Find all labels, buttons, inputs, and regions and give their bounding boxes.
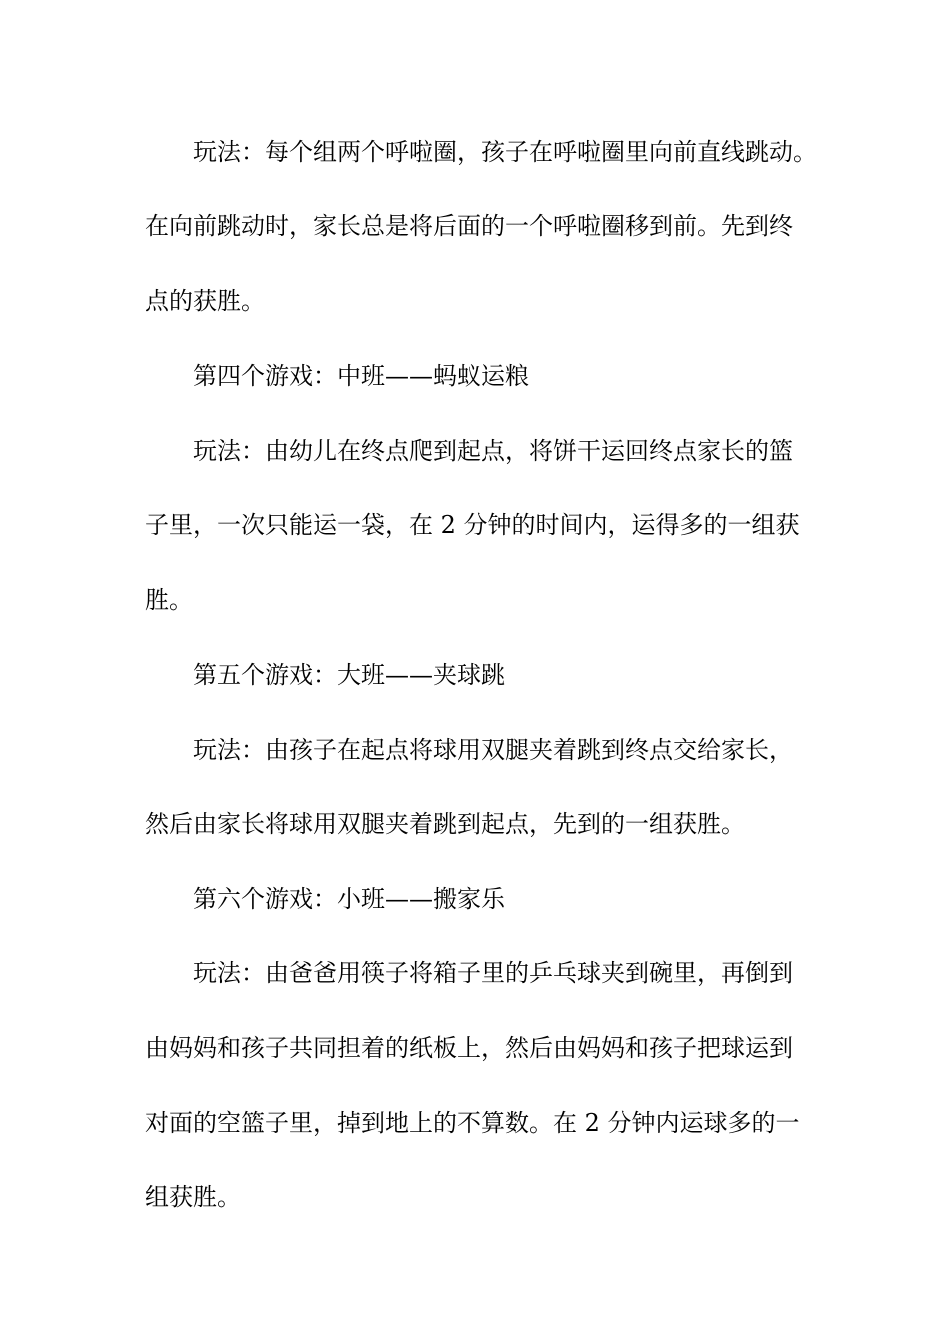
paragraph-line: 点的获胜。 bbox=[145, 287, 265, 315]
paragraph-line: 然后由家长将球用双腿夹着跳到起点，先到的一组获胜。 bbox=[145, 810, 745, 838]
section-heading: 第四个游戏：中班——蚂蚁运粮 bbox=[193, 362, 529, 390]
paragraph-line: 组获胜。 bbox=[145, 1183, 241, 1211]
paragraph-line: 玩法：由孩子在起点将球用双腿夹着跳到终点交给家长， bbox=[193, 736, 793, 764]
paragraph-line: 对面的空篮子里，掉到地上的不算数。在 2 分钟内运球多的一 bbox=[145, 1109, 800, 1137]
paragraph-line: 玩法：每个组两个呼啦圈，孩子在呼啦圈里向前直线跳动。 bbox=[193, 138, 817, 166]
paragraph-line: 玩法：由爸爸用筷子将箱子里的乒乓球夹到碗里，再倒到 bbox=[193, 959, 793, 987]
paragraph-line: 胜。 bbox=[145, 586, 193, 614]
paragraph-line: 子里，一次只能运一袋，在 2 分钟的时间内，运得多的一组获 bbox=[145, 511, 800, 539]
paragraph-line: 在向前跳动时，家长总是将后面的一个呼啦圈移到前。先到终 bbox=[145, 212, 793, 240]
section-heading: 第六个游戏：小班——搬家乐 bbox=[193, 885, 505, 913]
section-heading: 第五个游戏：大班——夹球跳 bbox=[193, 661, 505, 689]
paragraph-line: 由妈妈和孩子共同担着的纸板上，然后由妈妈和孩子把球运到 bbox=[145, 1034, 793, 1062]
paragraph-line: 玩法：由幼儿在终点爬到起点，将饼干运回终点家长的篮 bbox=[193, 437, 793, 465]
